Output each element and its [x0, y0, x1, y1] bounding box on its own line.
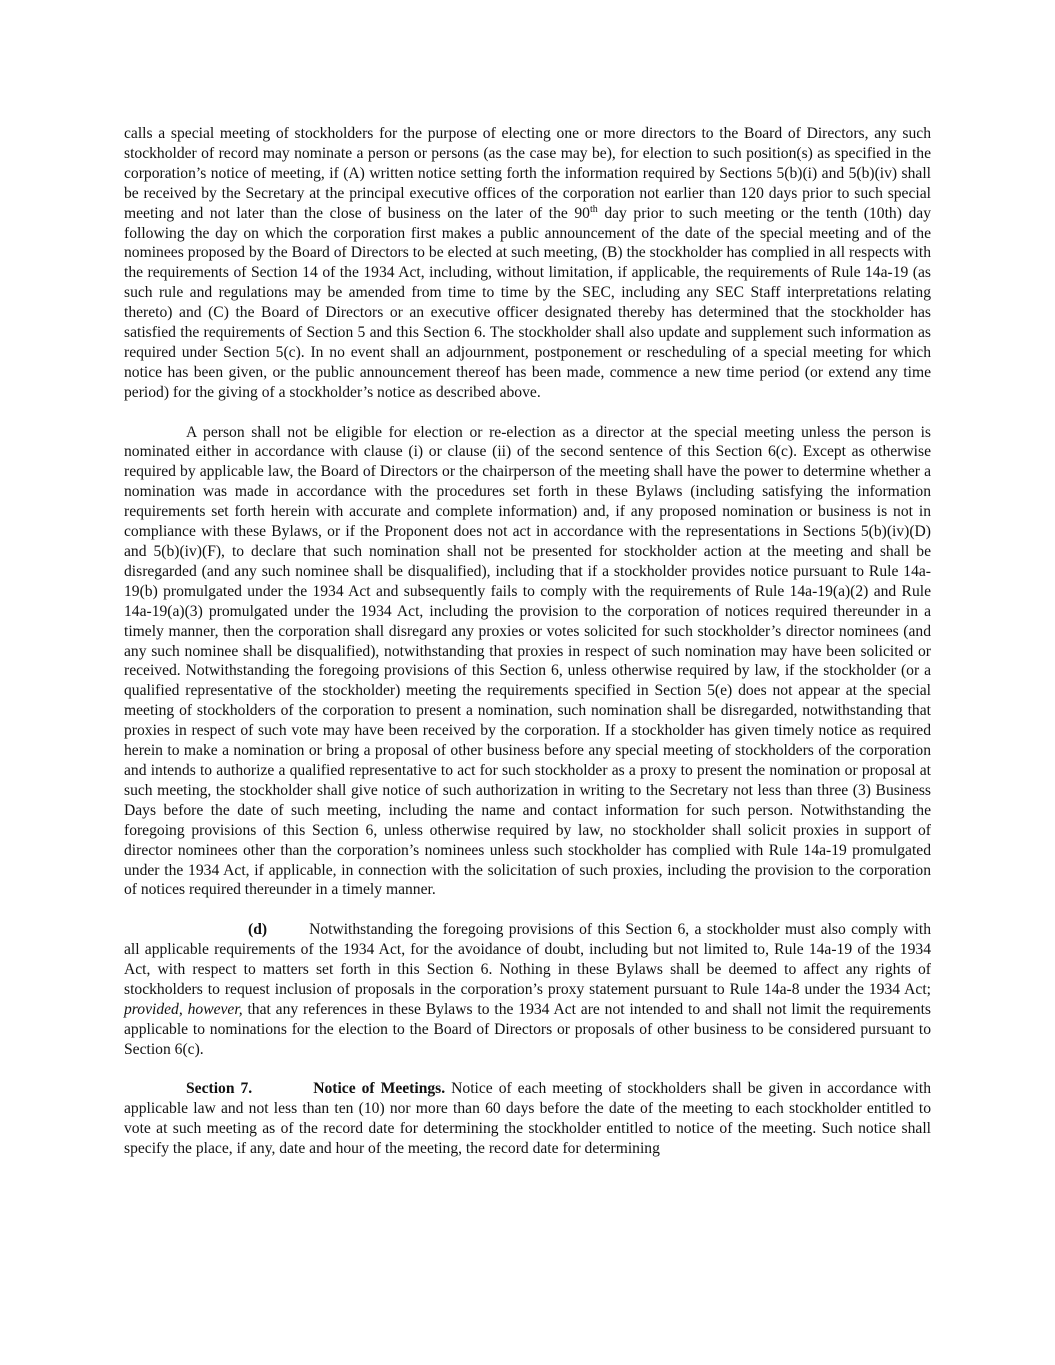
section-heading: Notice of Meetings.	[313, 1080, 446, 1098]
paragraph-eligibility	[124, 423, 931, 901]
italic-phrase: provided, however,	[124, 1000, 243, 1018]
paragraph-section-7	[124, 1079, 931, 1159]
section-number: Section 7.	[186, 1080, 253, 1098]
clause-label: (d)	[248, 921, 268, 939]
paragraph-text: Notice of each meeting of stockholders shall be given in accordance with applicable law and not less than ten (10) nor more than 60 days before the date of the meeting to each stockholder entitled to vote at such meeting as of the record date for determining the stockholder entitled to notice of the meeting. Such notice shall specify the place, if any, date and hour of the meeting, the record date for determining	[124, 1080, 931, 1158]
paragraph-special-meeting-nomination	[124, 124, 931, 403]
paragraph-text: calls a special meeting of stockholders for the purpose of electing one or more directors to the Board of Directors, any such stockholder of record may nominate a person or persons (as the case may be), for election to such position(s) as specified in the corporation’s notice of meeting, if (A) written notice setting forth the information required by Sections 5(b)(i) and 5(b)(iv) shall be received by the Secretary at the principal executive offices of the corporation not earlier than 120 days prior to such special meeting and not later than the close of business on the later of the 90	[124, 125, 931, 222]
paragraph-clause-d	[124, 920, 931, 1059]
paragraph-text: Notwithstanding the foregoing provisions of this Section 6, a stockholder must also comply with all applicable requirements of the 1934 Act, for the avoidance of doubt, including but not limited to, Rule 14a-19 of the 1934 Act, with respect to matters set forth in this Section 6. Nothing in these Bylaws shall be deemed to affect any rights of stockholders to request inclusion of proposals in the corporation’s proxy statement pursuant to Rule 14a-8 under the 1934 Act;	[124, 921, 931, 998]
paragraph-text: A person shall not be eligible for election or re-election as a director at the special meeting unless the person is nominated either in accordance with clause (i) or clause (ii) of the second sentence of this Section 6(c). Except as otherwise required by applicable law, the Board of Directors or the chairperson of the meeting shall have the power to determine whether a nomination was made in accordance with the procedures set forth in these Bylaws (including satisfying the information requirements set forth herein with accurate and complete information) and, if any proposed nomination or business is not in compliance with these Bylaws, or if the Proponent does not act in accordance with the representations in Sections 5(b)(iv)(D) and 5(b)(iv)(F), to declare that such nomination shall not be presented for stockholder action at the meeting and shall be disregarded (and any such nominee shall be disqualified), including that if a stockholder provides notice pursuant to Rule 14a-19(b) promulgated under the 1934 Act and subsequently fails to comply with the requirements of Rule 14a-19(a)(2) and Rule 14a-19(a)(3) promulgated under the 1934 Act, including the provision to the corporation of notices required thereunder in a timely manner, then the corporation shall disregard any proxies or votes solicited for such stockholder’s director nominees (and any such nominee shall be disqualified), notwithstanding that proxies in respect of such nomination may have been solicited or received. Notwithstanding the foregoing provisions of this Section 6, unless otherwise required by law, if the stockholder (or a qualified representative of the stockholder) meeting the requirements specified in Section 5(e) does not appear at the special meeting of stockholders of the corporation to present a nomination, such nomination shall be disregarded, notwithstanding that proxies in respect of such vote may have been received by the corporation. If a stockholder has given timely notice as required herein to make a nomination or bring a proposal of other business before any special meeting of stockholders of the corporation and intends to authorize a qualified representative to act for such stockholder as a proxy to present the nomination or proposal at such meeting, the stockholder shall give notice of such authorization in writing to the Secretary not less than three (3) Business Days before the date of such meeting, including the name and contact information for such person. Notwithstanding the foregoing provisions of this Section 6, unless otherwise required by law, no stockholder shall solicit proxies in support of director nominees other than the corporation’s nominees unless such stockholder has complied with Rule 14a-19 promulgated under the 1934 Act, if applicable, in connection with the solicitation of such proxies, including the provision to the corporation of notices required thereunder in a timely manner.	[124, 423, 931, 899]
paragraph-text: that any references in these Bylaws to the 1934 Act are not intended to and shall not limit the requirements applicable to nominations for the election to the Board of Directors or proposals of other business to be considered pursuant to Section 6(c).	[124, 1000, 931, 1058]
ordinal-superscript: th	[589, 203, 598, 215]
document-page	[124, 124, 931, 1179]
paragraph-text: day prior to such meeting or the tenth (10th) day following the day on which the corporation first makes a public announcement of the date of the special meeting and of the nominees proposed by the Board of Directors to be elected at such meeting, (B) the stockholder has complied in all respects with the requirements of Section 14 of the 1934 Act, including, without limitation, if applicable, the requirements of Rule 14a-19 (as such rule and regulations may be amended from time to time by the SEC, including any SEC Staff interpretations relating thereto) and (C) the Board of Directors or an executive officer designated thereby has determined that the stockholder has satisfied the requirements of Section 5 and this Section 6. The stockholder shall also update and supplement such information as required under Section 5(c). In no event shall an adjournment, postponement or rescheduling of a special meeting for which notice has been given, or the public announcement thereof has been made, commence a new time period (or extend any time period) for the giving of a stockholder’s notice as described above.	[124, 204, 931, 401]
